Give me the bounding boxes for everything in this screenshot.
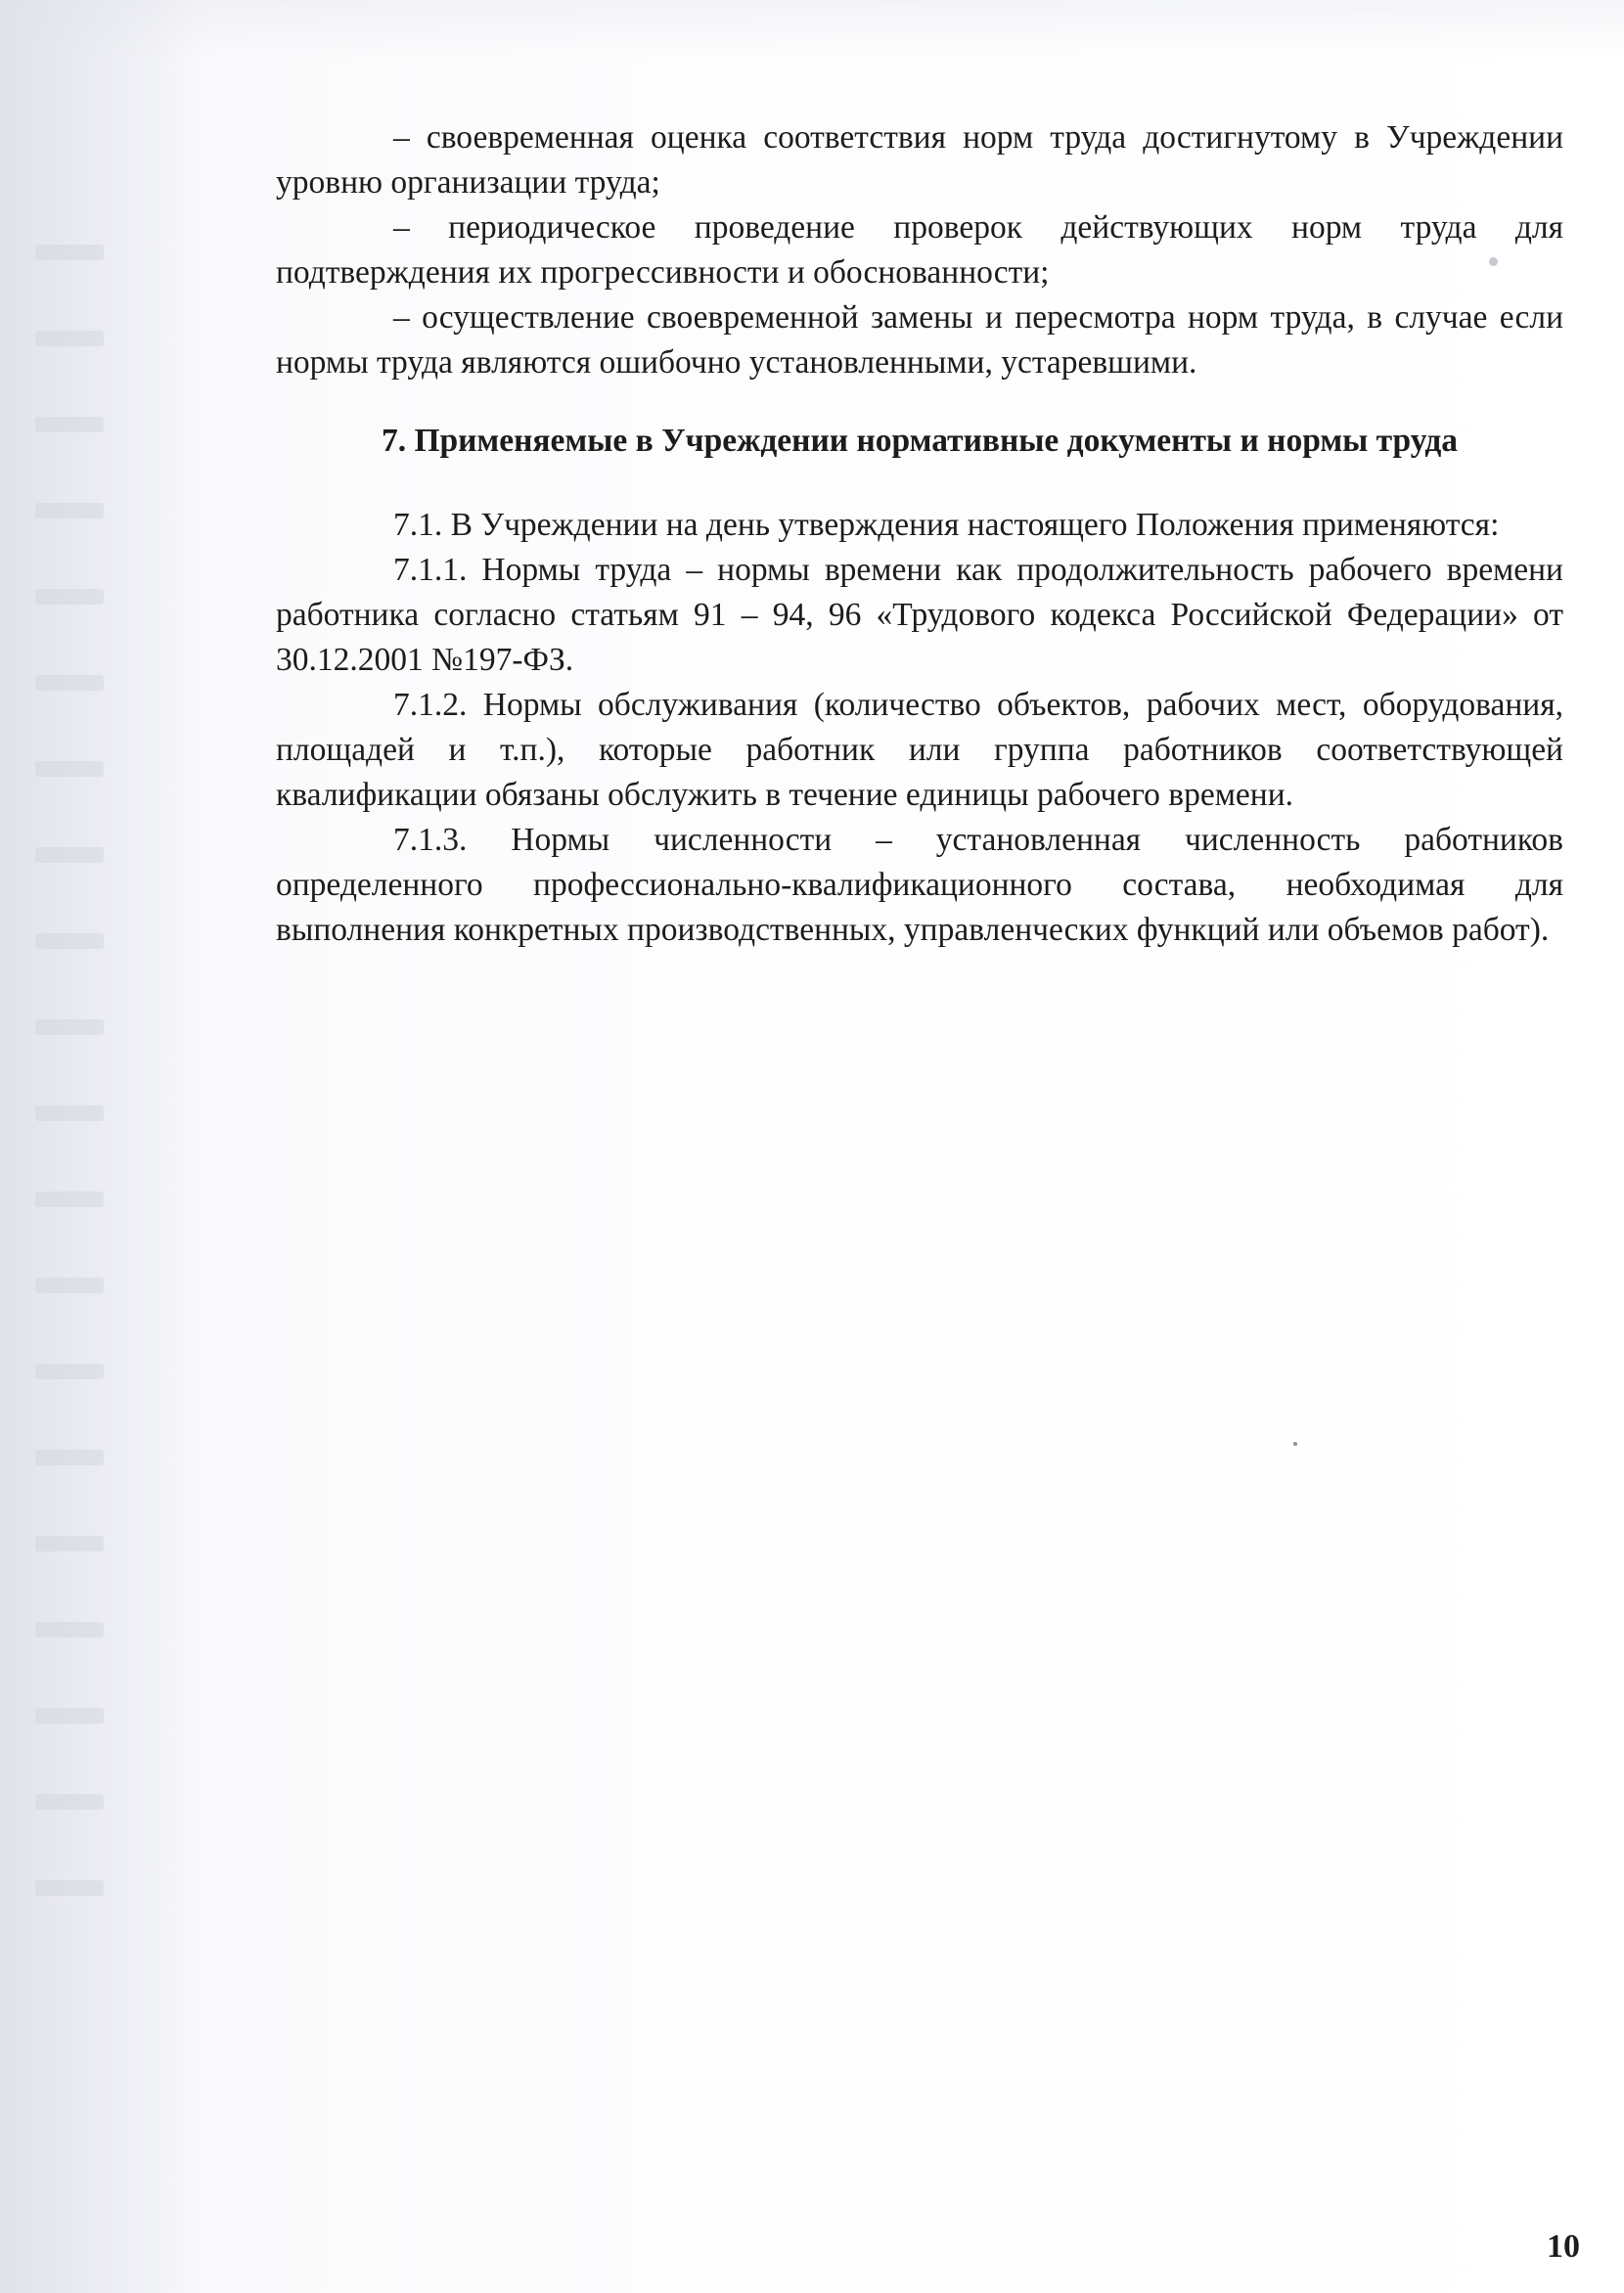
scan-speck (1293, 1442, 1297, 1446)
scan-shadow-top (0, 0, 1624, 59)
list-item: – периодическое проведение проверок действующих норм труда для подтверждения их прогрессивности и обоснованности; (276, 209, 1563, 291)
list-item: – осуществление своевременной замены и пересмотра норм труда, в случае если нормы труда являются ошибочно установленными, устаревшими. (276, 299, 1563, 381)
section-paragraph: 7.1.2. Нормы обслуживания (количество объектов, рабочих мест, оборудования, площадей и т.п.), которые работник или группа работников соответствующей квалификации обязаны обслужить в течение единицы рабочего времени. (276, 687, 1563, 813)
section-body (276, 503, 1563, 953)
scan-speck (1489, 257, 1498, 266)
section-heading: 7. Применяемые в Учреждении нормативные документы и нормы труда (381, 423, 1459, 459)
page-number: 10 (1547, 2228, 1580, 2265)
section-paragraph: 7.1.1. Нормы труда – нормы времени как продолжительность рабочего времени работника согласно статьям 91 – 94, 96 «Трудового кодекса Российской Федерации» от 30.12.2001 №197-ФЗ. (276, 552, 1563, 678)
section-paragraph: 7.1. В Учреждении на день утверждения настоящего Положения применяются: (393, 507, 1500, 543)
section-heading-block (264, 419, 1575, 464)
list-block (276, 115, 1563, 385)
bleed-through-marks (27, 245, 145, 1966)
section-paragraph: 7.1.3. Нормы численности – установленная численность работников определенного профессионально-квалификационного состава, необходимая для выполнения конкретных производственных, управленческих функций или объемов работ). (276, 822, 1563, 948)
list-item: – своевременная оценка соответствия норм труда достигнутому в Учреждении уровню организации труда; (276, 119, 1563, 201)
